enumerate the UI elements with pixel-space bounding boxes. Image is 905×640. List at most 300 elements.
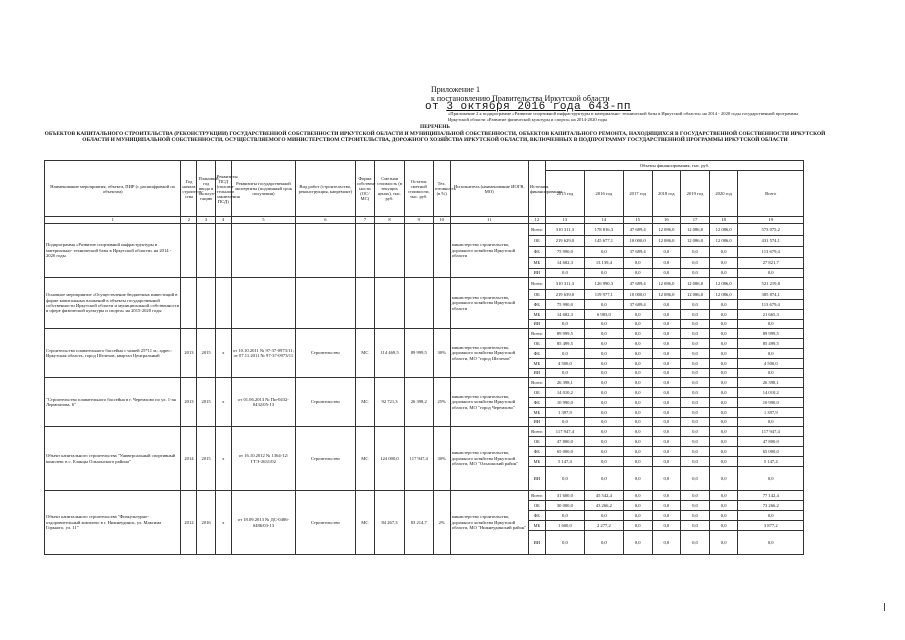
col-work: Вид работ (строительство, реконструкция, капремонт) [296,161,356,217]
executor: министерство строительства, дорожного хозяйства Иркутской области, МО "Нижнеудинский район" [450,491,528,555]
funding-value: 0,0 [681,269,710,278]
funding-value: 0,0 [584,339,623,349]
estimated-cost: 124 000,0 [375,427,405,491]
funding-value: 0,0 [623,521,652,531]
col-cost: Сметная стоимость (в текущих ценах), тыс. руб. [375,161,405,217]
funding-value: 219 639,0 [545,290,584,300]
table-row [45,427,804,437]
funding-value: 0,0 [623,491,652,501]
funding-total: 1 397,9 [738,408,804,418]
funding-value: 0,0 [709,398,738,408]
appendix-label: Приложение 1 [431,85,480,94]
funding-value: 0,0 [709,258,738,269]
funding-value: 75 990,0 [545,300,584,310]
funding-value: 0,0 [623,339,652,349]
funding-total: 431 574,1 [738,236,804,247]
funding-total: 0,0 [738,511,804,521]
objects-table [44,160,804,555]
funding-source: ФБ [528,398,545,408]
funding-value: 0,0 [709,320,738,329]
funding-total: 0,0 [738,467,804,491]
column-number: 1 [45,217,181,224]
funding-value: 10 000,0 [623,290,652,300]
psd-ref: х [215,378,231,427]
col-funding: Объемы финансирования, тыс. руб. [545,161,803,171]
column-number: 9 [404,217,433,224]
funding-value: 0,0 [623,447,652,457]
funding-value: 0,0 [584,369,623,378]
funding-source: ИИ [528,320,545,329]
funding-value: 0,0 [681,447,710,457]
funding-value: 0,0 [652,359,681,369]
funding-value: 0,0 [584,398,623,408]
funding-source: Всего [528,329,545,339]
funding-value: 0,0 [584,408,623,418]
funding-value: 0,0 [709,467,738,491]
estimated-cost: 84 267,3 [375,491,405,555]
funding-value: 0,0 [652,418,681,427]
funding-value: 0,0 [652,339,681,349]
scan-mark [884,603,885,611]
funding-source: ИИ [528,467,545,491]
funding-value: 0,0 [652,427,681,437]
work-type: Строительство [296,378,356,427]
psd-ref: х [215,329,231,378]
funding-value: 0,0 [584,457,623,467]
funding-value: 4 500,0 [545,359,584,369]
funding-value: 31 600,0 [545,491,584,501]
funding-source: ФБ [528,447,545,457]
funding-value: 0,0 [709,269,738,278]
funding-value: 0,0 [652,329,681,339]
col-readiness: Тех. готовность (в %) [433,161,450,217]
funding-value: 0,0 [709,329,738,339]
funding-value: 0,0 [681,388,710,398]
funding-value: 26 398,1 [545,378,584,388]
funding-value: 0,0 [623,418,652,427]
funding-source: МБ [528,359,545,369]
column-number: 7 [355,217,374,224]
funding-value: 1 600,0 [545,521,584,531]
title-line-2: ОБЪЕКТОВ КАПИТАЛЬНОГО СТРОИТЕЛЬСТВА (РЕКОНСТРУКЦИИ) ГОСУДАРСТВЕННОЙ СОБСТВЕННОСТИ ИРКУТСКОЙ ОБЛАСТИ И МУНИЦИПАЛЬНОЙ СОБСТВЕННОСТИ, ОБЪЕКТОВ КАПИТАЛЬНОГО РЕМОНТА, НАХОДЯЩИХСЯ В ГОСУДАРСТВЕННОЙ СОБСТВЕННОСТИ ИРКУТСКОЙ ОБЛАСТИ И МУНИЦИПАЛЬНОЙ СОБСТВЕННОСТИ, ОСУЩЕСТВЛЯЕМОГО МИНИСТЕРСТВОМ СТРОИТЕЛЬСТВА, ДОРОЖНОГО ХОЗЯЙСТВА ИРКУТСКОЙ ОБЛАСТИ, ВКЛЮЧЕННЫХ В ПОДПРОГРАММУ ГОСУДАРСТВЕННОЙ ПРОГРАММЫ ИРКУТСКОЙ ОБЛАСТИ [44,130,826,144]
funding-value: 310 311,3 [545,278,584,290]
funding-source: ОБ [528,501,545,511]
funding-value: 12 086,0 [652,278,681,290]
funding-source: МБ [528,521,545,531]
funding-value: 12 086,0 [709,278,738,290]
funding-value: 0,0 [623,408,652,418]
funding-source: Всего [528,491,545,501]
col-2018: 2018 год [652,171,681,217]
funding-value: 0,0 [652,247,681,258]
appendix-header [425,85,785,112]
title-line-1: ПЕРЕЧЕНЬ [420,124,450,130]
work-type: Строительство [296,427,356,491]
remaining-cost: 26 398,2 [404,378,433,427]
remaining-cost [404,224,433,278]
funding-value: 0,0 [652,447,681,457]
estimated-cost [375,278,405,329]
funding-value: 47 689,4 [623,224,652,236]
col-2020: 2020 год [709,171,738,217]
funding-value: 37 689,4 [623,300,652,310]
column-number: 6 [296,217,356,224]
funding-source: Всего [528,427,545,437]
funding-value: 12 086,0 [709,236,738,247]
start-year: 2013 [181,378,197,427]
col-2019: 2019 год [681,171,710,217]
end-year: 2015 [197,378,215,427]
object-name: Строительство плавательного бассейна с чашей 25*11 м., адрес: Иркутская область, город Шелехов, квартал Центральный [45,329,181,378]
document-title [40,124,830,144]
funding-total: 4 500,0 [738,359,804,369]
funding-value: 0,0 [709,408,738,418]
readiness: 2% [433,491,450,555]
funding-value: 0,0 [652,531,681,555]
funding-source: Всего [528,378,545,388]
funding-value: 0,0 [652,258,681,269]
col-2015: 2015 год [545,171,584,217]
col-name: Наименование мероприятия, объекта, ПИР (с расшифровкой по объектам) [45,161,181,217]
column-number: 5 [231,217,295,224]
start-year: 2013 [181,329,197,378]
readiness: 30% [433,329,450,378]
funding-value: 2 277,2 [584,521,623,531]
funding-source: ИИ [528,369,545,378]
psd-ref: х [215,427,231,491]
funding-source: Всего [528,224,545,236]
estimated-cost: 114 469,5 [375,329,405,378]
funding-source: ОБ [528,236,545,247]
funding-value: 13 139,4 [584,258,623,269]
object-name: Основное мероприятие «Осуществление бюджетных инвестиций в форме капитальных вложений в объекты государственной собственности Иркутской области и муниципальной собственности в сфере физической культуры и спорта» на 2015-2020 годы [45,278,181,329]
funding-source: ИИ [528,269,545,278]
expertise-ref: от 16.10.2012 № 1364-12/ГГЭ-2631/02 [231,427,295,491]
funding-value: 0,0 [623,467,652,491]
funding-value: 89 999,5 [545,329,584,339]
funding-value: 0,0 [584,378,623,388]
funding-value: 0,0 [652,320,681,329]
col-source: Источник финансирования [528,161,545,217]
expertise-ref: от 01.06.2013 № Пи-0432-0432/05-13 [231,378,295,427]
funding-value: 0,0 [584,359,623,369]
funding-value: 0,0 [709,349,738,359]
funding-value: 0,0 [584,300,623,310]
funding-total: 89 999,5 [738,329,804,339]
funding-total: 385 874,1 [738,290,804,300]
ownership: МС [355,329,374,378]
funding-value: 0,0 [652,349,681,359]
funding-value: 14 682,3 [545,310,584,320]
col-remaining: Остаток сметной стоимости, тыс. руб. [404,161,433,217]
funding-value: 0,0 [681,501,710,511]
funding-total: 0,0 [738,349,804,359]
funding-value: 0,0 [652,378,681,388]
funding-value: 0,0 [584,269,623,278]
funding-value: 0,0 [681,339,710,349]
funding-value: 0,0 [623,457,652,467]
funding-value: 0,0 [681,310,710,320]
column-number: 11 [450,217,528,224]
expertise-ref: от 10.10.2011 № 97-37-0973/11; от 07.11.2011 № 97-37-0973/11 [231,329,295,378]
funding-total: 10 990,0 [738,398,804,408]
funding-value: 0,0 [681,491,710,501]
funding-value: 0,0 [709,339,738,349]
date-prefix: от [425,101,440,113]
funding-value: 0,0 [652,310,681,320]
funding-value: 0,0 [709,437,738,447]
ownership: МС [355,491,374,555]
funding-value: 0,0 [623,531,652,555]
column-number: 8 [375,217,405,224]
funding-value: 0,0 [681,511,710,521]
funding-value: 14 010,2 [545,388,584,398]
funding-value: 0,0 [584,511,623,521]
funding-value: 0,0 [709,418,738,427]
funding-source: ОБ [528,388,545,398]
funding-total: 85 499,5 [738,339,804,349]
funding-value: 12 086,0 [681,224,710,236]
funding-value: 0,0 [623,398,652,408]
funding-value: 0,0 [545,349,584,359]
funding-total: 113 679,4 [738,300,804,310]
funding-value: 0,0 [681,457,710,467]
end-year [197,224,215,278]
funding-value: 126 990,3 [584,278,623,290]
funding-source: ФБ [528,300,545,310]
object-name: "Строительство плавательного бассейна в г. Черемхово по ул. 1-ая Лермонтова, 6" [45,378,181,427]
remaining-cost: 117 947,4 [404,427,433,491]
funding-value: 0,0 [623,501,652,511]
expertise-ref [231,278,295,329]
funding-value: 0,0 [545,467,584,491]
funding-value: 75 990,0 [545,247,584,258]
executor: министерство строительства, дорожного хозяйства Иркутской области [450,278,528,329]
funding-value: 0,0 [681,349,710,359]
funding-value: 0,0 [709,369,738,378]
date-value: 3 октября 2016 года 643-пп [446,101,631,113]
funding-value: 12 086,0 [652,224,681,236]
funding-value: 0,0 [623,269,652,278]
readiness [433,278,450,329]
remaining-cost: 89 999,5 [404,329,433,378]
start-year: 2014 [181,427,197,491]
funding-value: 0,0 [584,427,623,437]
funding-source: ФБ [528,247,545,258]
funding-value: 0,0 [584,329,623,339]
funding-value: 0,0 [709,521,738,531]
executor: министерство строительства, дорожного хозяйства Иркутской области, МО "Ольхонский район" [450,427,528,491]
column-number: 19 [738,217,804,224]
object-name: Подпрограмма «Развитие спортивной инфраструктуры и материально- технической базы в Иркутской области» на 2014 - 2020 годы [45,224,181,278]
col-2017: 2017 год [623,171,652,217]
funding-source: Всего [528,278,545,290]
funding-value: 0,0 [709,531,738,555]
object-name: Объект капитального строительства "Универсальный спортивный комплекс в с. Еланцы Ольхонского района" [45,427,181,491]
funding-total: 0,0 [738,269,804,278]
funding-value: 0,0 [681,378,710,388]
table-body [45,224,804,555]
funding-value: 37 689,4 [623,247,652,258]
ownership: МС [355,378,374,427]
funding-value: 119 977,1 [584,290,623,300]
funding-value: 12 086,0 [652,236,681,247]
funding-value: 0,0 [623,427,652,437]
funding-total: 573 075,2 [738,224,804,236]
end-year: 2015 [197,329,215,378]
funding-value: 0,0 [584,418,623,427]
funding-value: 0,0 [652,388,681,398]
funding-value: 0,0 [652,511,681,521]
funding-value: 0,0 [652,408,681,418]
work-type: Строительство [296,491,356,555]
funding-total: 5 147,4 [738,457,804,467]
funding-value: 310 311,3 [545,224,584,236]
funding-total: 0,0 [738,320,804,329]
funding-value: 0,0 [709,359,738,369]
funding-value: 0,0 [623,310,652,320]
col-total: Всего [738,171,804,217]
column-numbers-row [45,217,804,224]
funding-value: 0,0 [545,269,584,278]
funding-value: 30 000,0 [545,501,584,511]
funding-value: 0,0 [652,501,681,511]
funding-value: 0,0 [623,437,652,447]
funding-value: 45 542,4 [584,491,623,501]
funding-value: 0,0 [652,457,681,467]
psd-ref: х [215,491,231,555]
funding-value: 0,0 [709,501,738,511]
col-executor: Исполнитель (наименование ИОГВ, МО) [450,161,528,217]
ownership [355,278,374,329]
funding-value: 0,0 [681,427,710,437]
estimated-cost: 92 721,3 [375,378,405,427]
funding-source: МБ [528,408,545,418]
col-expert: Реквизиты государственной экспертизы (подлинный срок получения) [231,161,295,217]
funding-source: МБ [528,258,545,269]
funding-value: 0,0 [709,491,738,501]
object-name: Объект капитального строительства "Физкультурно-оздоровительный комплекс в г. Нижнеудинск, ул. Максима Горького, ул. 11" [45,491,181,555]
ownership [355,224,374,278]
funding-total: 3 877,2 [738,521,804,531]
funding-value: 0,0 [584,247,623,258]
funding-value: 0,0 [681,408,710,418]
funding-value: 0,0 [652,369,681,378]
funding-value: 12 086,0 [681,278,710,290]
funding-value: 1 397,9 [545,408,584,418]
funding-total: 0,0 [738,369,804,378]
funding-value: 0,0 [584,531,623,555]
funding-source: ИИ [528,531,545,555]
funding-value: 10 000,0 [623,236,652,247]
column-number: 10 [433,217,450,224]
funding-value: 0,0 [623,511,652,521]
funding-total: 21 665,3 [738,310,804,320]
funding-value: 0,0 [545,418,584,427]
funding-value: 0,0 [681,320,710,329]
funding-value: 6 983,0 [584,310,623,320]
funding-source: ИИ [528,418,545,427]
col-start: Год начала строитель-ства [181,161,197,217]
column-number: 2 [181,217,197,224]
remaining-cost: 83 214,7 [404,491,433,555]
funding-value: 0,0 [681,467,710,491]
funding-value: 0,0 [681,437,710,447]
table-row [45,278,804,290]
column-number: 16 [652,217,681,224]
funding-value: 0,0 [652,398,681,408]
col-2016: 2016 год [584,171,623,217]
funding-total: 0,0 [738,418,804,427]
funding-source: ФБ [528,349,545,359]
funding-value: 0,0 [623,388,652,398]
funding-value: 14 682,3 [545,258,584,269]
funding-value: 0,0 [709,447,738,457]
funding-source: МБ [528,310,545,320]
funding-value: 0,0 [623,349,652,359]
resolution-label: к постановлению Правительства Иркутской области [431,94,610,103]
end-year [197,278,215,329]
funding-value: 43 266,2 [584,501,623,511]
funding-value: 0,0 [681,398,710,408]
funding-value: 117 947,4 [545,427,584,437]
funding-value: 12 086,0 [709,224,738,236]
funding-value: 0,0 [652,467,681,491]
funding-value: 0,0 [681,359,710,369]
funding-value: 0,0 [623,359,652,369]
funding-value: 0,0 [709,457,738,467]
end-year: 2015 [197,427,215,491]
funding-total: 0,0 [738,531,804,555]
funding-value: 12 086,0 [681,290,710,300]
funding-total: 26 398,1 [738,378,804,388]
funding-value: 47 800,0 [545,437,584,447]
funding-total: 117 947,4 [738,427,804,437]
funding-value: 0,0 [545,511,584,521]
table-row [45,329,804,339]
appendix-reference: «Приложение 2 к подпрограмме «Развитие спортивной инфраструктуры и материально- технической базы в Иркутской области» на 2014 - 2020 годы государственной программы Иркутской области «Развитие физической культуры и спорта» на 2014-2020 годы [448,111,798,122]
funding-value: 0,0 [623,369,652,378]
funding-value: 65 000,0 [545,447,584,457]
funding-source: ОБ [528,339,545,349]
funding-value: 0,0 [584,320,623,329]
funding-value: 85 499,5 [545,339,584,349]
funding-value: 0,0 [681,329,710,339]
funding-value: 178 816,3 [584,224,623,236]
expertise-ref [231,224,295,278]
funding-value: 12 086,0 [652,290,681,300]
column-number: 18 [709,217,738,224]
column-number: 17 [681,217,710,224]
expertise-ref: от 18.09.2013 № ДС-0486-0486/03-13 [231,491,295,555]
funding-source: ОБ [528,437,545,447]
start-year: 2012 [181,491,197,555]
work-type [296,224,356,278]
estimated-cost [375,224,405,278]
funding-total: 14 010,2 [738,388,804,398]
remaining-cost [404,278,433,329]
funding-source: МБ [528,457,545,467]
funding-source: ОБ [528,290,545,300]
funding-value: 0,0 [681,247,710,258]
start-year [181,224,197,278]
funding-value: 0,0 [545,369,584,378]
ownership: МС [355,427,374,491]
table-row [45,378,804,388]
column-number: 4 [215,217,231,224]
funding-value: 0,0 [652,437,681,447]
funding-value: 0,0 [623,329,652,339]
